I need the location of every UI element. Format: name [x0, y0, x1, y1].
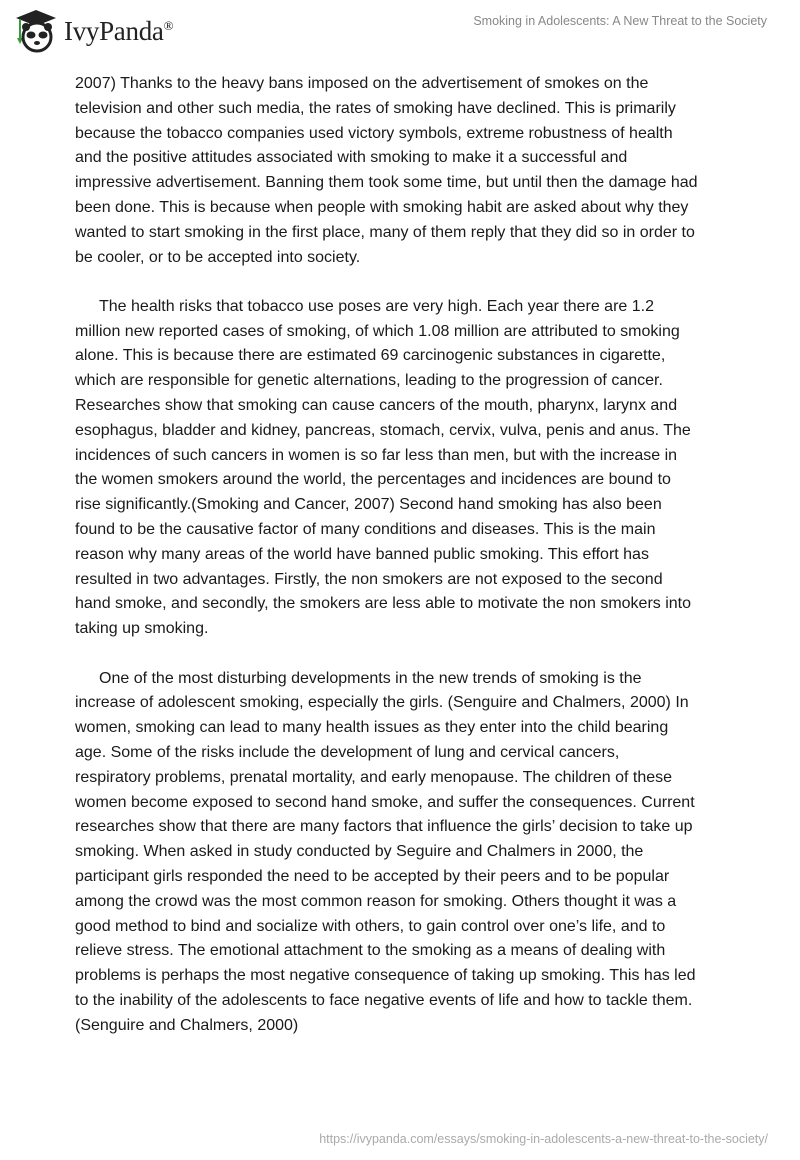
text-line: rise significantly.(Smoking and Cancer, 2007) Second hand smoking has also been [75, 496, 662, 514]
text-line: to the inability of the adolescents to face negative events of life and how to tackle them. [75, 991, 693, 1009]
text-line: women, smoking can lead to many health issues as they enter into the child bearing [75, 719, 669, 737]
text-line: alone. This is because there are estimated 69 carcinogenic substances in cigarette, [75, 347, 666, 365]
logo-text: IvyPanda® [64, 15, 174, 46]
text-line: respiratory problems, prenatal mortality, and early menopause. The children of these [75, 768, 673, 786]
text-line: esophagus, bladder and kidney, pancreas, stomach, cervix, vulva, penis and anus. The [75, 421, 691, 439]
text-line: 2007) Thanks to the heavy bans imposed on the advertisement of smokes on the [75, 75, 649, 92]
text-line: good method to bind and socialize with others, to gain control over one’s life, and to [75, 917, 666, 935]
text-line: women become exposed to second hand smoke, and suffer the consequences. Current [75, 793, 695, 811]
text-line: hand smoke, and secondly, the smokers are less able to motivate the non smokers into [75, 595, 692, 613]
text-line: The health risks that tobacco use poses are very high. Each year there are 1.2 [99, 297, 654, 315]
paragraph [75, 72, 735, 270]
text-line: found to be the causative factor of many conditions and diseases. This is the main [75, 521, 656, 539]
ivypanda-logo[interactable] [12, 8, 173, 54]
text-line: Researches show that smoking can cause cancers of the mouth, pharynx, larynx and [75, 397, 678, 415]
text-line: reason why many areas of the world have banned public smoking. This effort has [75, 545, 649, 563]
text-line: resulted in two advantages. Firstly, the non smokers are not exposed to the second [75, 570, 663, 588]
text-line: which are responsible for genetic alternations, leading to the progression of cancer. [75, 372, 663, 390]
panda-graduate-icon [12, 8, 58, 54]
text-line: problems is perhaps the most negative consequence of taking up smoking. This has led [75, 967, 696, 985]
text-line: because the tobacco companies used victory symbols, extreme robustness of health [75, 124, 673, 142]
text-line: and the positive attitudes associated with smoking to make it a successful and [75, 149, 628, 167]
text-line: smoking. When asked in study conducted by Seguire and Chalmers in 2000, the [75, 843, 644, 861]
text-line: the women smokers around the world, the percentages and incidences are bound to [75, 471, 671, 489]
text-line: among the crowd was the most common reason for smoking. Others thought it was a [75, 892, 677, 910]
text-line: age. Some of the risks include the development of lung and cervical cancers, [75, 743, 620, 761]
text-line: One of the most disturbing developments in the new trends of smoking is the [99, 669, 642, 687]
text-line: researches show that there are many factors that influence the girls’ decision to take up [75, 818, 693, 836]
text-line: participant girls responded the need to be accepted by their peers and to be popular [75, 867, 670, 885]
text-line: increase of adolescent smoking, especially the girls. (Senguire and Chalmers, 2000) In [75, 694, 689, 712]
text-line: wanted to start smoking in the first place, many of them reply that they did so in order to [75, 223, 695, 241]
paragraph [75, 295, 735, 642]
text-line: been done. This is because when people with smoking habit are asked about why they [75, 198, 689, 216]
text-line: impressive advertisement. Banning them took some time, but until then the damage had [75, 174, 698, 192]
text-line: taking up smoking. [75, 620, 209, 638]
source-url-link[interactable]: https://ivypanda.com/essays/smoking-in-adolescents-a-new-threat-to-the-society/ [319, 1132, 768, 1146]
page-header [0, 0, 800, 60]
text-line: be cooler, or to be accepted into society. [75, 248, 361, 266]
text-line: incidences of such cancers in women is so far less than men, but with the increase in [75, 446, 678, 464]
essay-body [75, 72, 735, 1063]
document-title: Smoking in Adolescents: A New Threat to the Society [473, 14, 767, 28]
text-line: (Senguire and Chalmers, 2000) [75, 1016, 299, 1034]
text-line: million new reported cases of smoking, of which 1.08 million are attributed to smoking [75, 322, 680, 340]
text-line: television and other such media, the rates of smoking have declined. This is primarily [75, 99, 676, 117]
text-line: relieve stress. The emotional attachment to the smoking as a means of dealing with [75, 942, 666, 960]
paragraph [75, 667, 735, 1039]
